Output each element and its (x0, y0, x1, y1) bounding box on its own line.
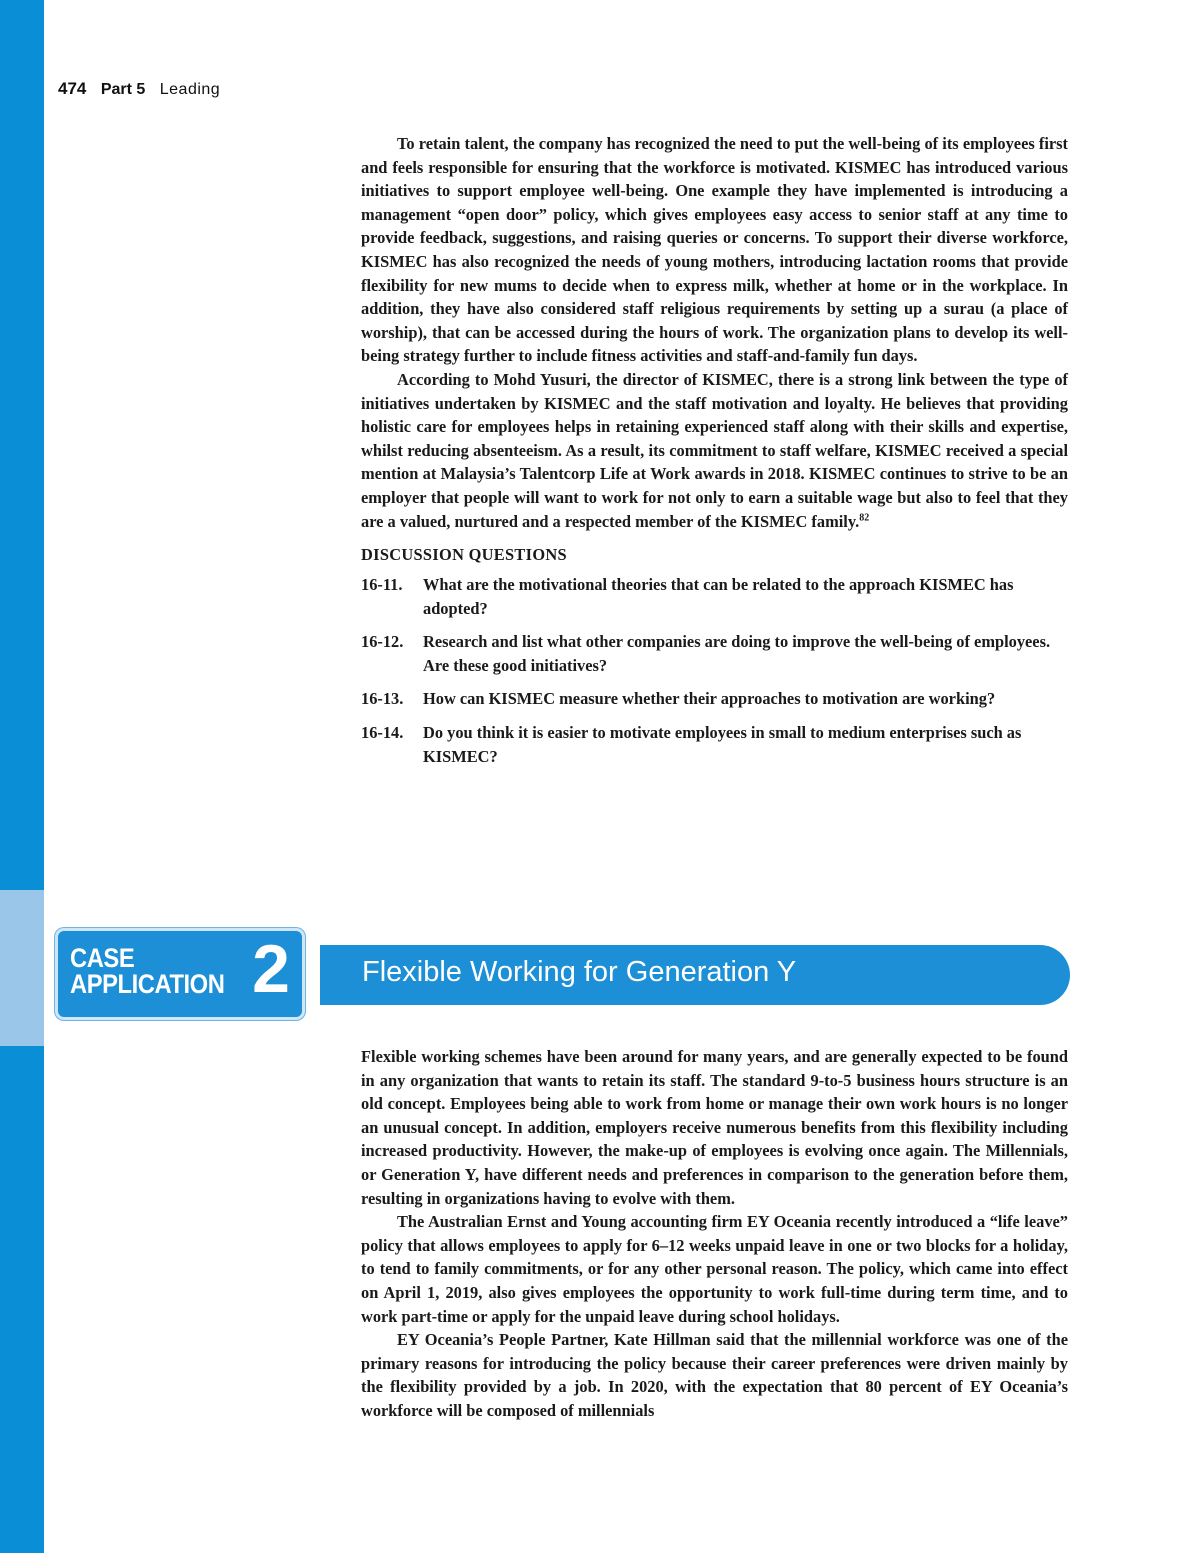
question-number: 16-13. (361, 689, 404, 709)
discussion-question (361, 630, 1051, 677)
running-head (58, 79, 220, 99)
case2-paragraph-2: The Australian Ernst and Young accounting firm EY Oceania recently introduced a “life leave” policy that allows employees to apply for 6–12 weeks unpaid leave in one or two blocks for a holiday, to tend to family commitments, or for any other personal reason. The policy, which came into effect on April 1, 2019, also gives employees the opportunity to work full-time during term time, and to work part-time or apply for the unpaid leave during school holidays. (361, 1212, 1068, 1326)
question-number: 16-11. (361, 575, 403, 595)
case1-body (361, 132, 1068, 778)
side-color-bar-bottom (0, 1046, 44, 1553)
side-color-bar-case-marker (0, 890, 44, 1046)
badge-application-word: APPLICATION (70, 969, 225, 999)
side-color-bar-top (0, 0, 44, 890)
question-number: 16-14. (361, 723, 404, 743)
case-title-bar (320, 945, 1070, 1005)
question-text: How can KISMEC measure whether their approaches to motivation are working? (423, 689, 996, 709)
page-number: 474 (58, 79, 87, 98)
case-title: Flexible Working for Generation Y (362, 956, 797, 988)
discussion-question (361, 687, 1051, 711)
question-text: Research and list what other companies are doing to improve the well-being of employees. Are these good initiatives? (423, 632, 1051, 675)
question-number: 16-12. (361, 632, 404, 652)
badge-case-word: CASE (70, 943, 135, 973)
question-text: Do you think it is easier to motivate employees in small to medium enterprises such as KISMEC? (423, 723, 1022, 766)
badge-case-number: 2 (252, 931, 290, 1007)
case2-paragraph-1: Flexible working schemes have been around for many years, and are generally expected to be found in any organization that wants to retain its staff. The standard 9-to-5 business hours structure is an old concept. Employees being able to work from home or manage their own work hours is no longer an unusual concept. In addition, employers receive numerous benefits from this flexibility including increased productivity. However, the make-up of employees is evolving once again. The Millennials, or Generation Y, have different needs and preferences in comparison to the generation before them, resulting in organizations having to evolve with them. (361, 1047, 1068, 1208)
section-label: Leading (159, 81, 221, 98)
case1-paragraph-2-text: According to Mohd Yusuri, the director of KISMEC, there is a strong link between the type of initiatives undertaken by KISMEC and the staff motivation and loyalty. He believes that providing holistic care for employees helps in retaining experienced staff along with their skills and expertise, whilst reducing absenteeism. As a result, its commitment to staff welfare, KISMEC received a special mention at Malaysia’s Talentcorp Life at Work awards in 2018. KISMEC continues to strive to be an employer that people will want to work for not only to earn a suitable wage but also to feel that they are a valued, nurtured and a respected member of the KISMEC family. (361, 369, 1068, 531)
footnote-ref: 82 (859, 512, 870, 524)
question-text: What are the motivational theories that can be related to the approach KISMEC has adopted? (423, 575, 1014, 618)
case1-paragraph-2 (361, 368, 1068, 533)
discussion-heading: DISCUSSION QUESTIONS (361, 545, 567, 565)
discussion-question (361, 573, 1051, 620)
discussion-question (361, 721, 1051, 768)
case1-paragraph-1: To retain talent, the company has recognized the need to put the well-being of its employees first and feels responsible for ensuring that the workforce is motivated. KISMEC has introduced various initiatives to support employee well-being. One example they have implemented is introducing a management “open door” policy, which gives employees easy access to senior staff at any time to provide feedback, suggestions, and raising queries or concerns. To support their diverse workforce, KISMEC has also recognized the needs of young mothers, introducing lactation rooms that provide flexibility for new mums to decide when to express milk, whether at home or in the workplace. In addition, they have also considered staff religious requirements by setting up a surau (a place of worship), that can be accessed during the hours of work. The organization plans to develop its well-being strategy further to include fitness activities and staff-and-family fun days. (361, 134, 1068, 366)
discussion-question-list (361, 573, 1068, 768)
case2-paragraph-3: EY Oceania’s People Partner, Kate Hillman said that the millennial workforce was one of the primary reasons for introducing the policy because their career preferences were driven mainly by the flexibility provided by a job. In 2020, with the expectation that 80 percent of EY Oceania’s workforce will be composed of millennials (361, 1330, 1068, 1420)
case-application-badge (55, 928, 305, 1020)
part-label: Part 5 (100, 81, 146, 98)
case2-body (361, 1045, 1068, 1423)
